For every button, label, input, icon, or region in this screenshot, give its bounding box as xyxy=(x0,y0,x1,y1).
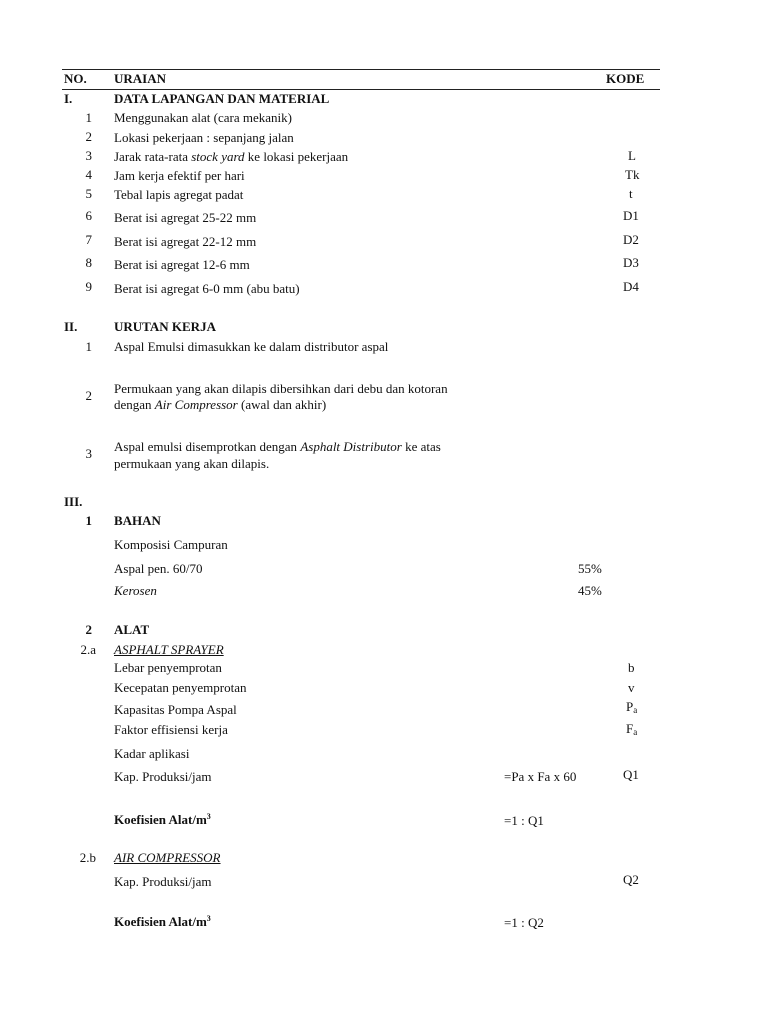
kapasitas-kode: $P_a$ xyxy=(626,699,638,715)
item-kode: D3 xyxy=(623,255,639,270)
bahan-title: BAHAN xyxy=(114,513,161,528)
item-kode: L xyxy=(628,148,636,163)
item-text: Berat isi agregat 22-12 mm xyxy=(114,234,257,249)
step-text: Permukaan yang akan dilapis dibersihkan dari debu dan kotoran xyxy=(114,381,448,396)
faktor-kode: $F_a$ xyxy=(626,721,638,737)
step-text: permukaan yang akan dilapis. xyxy=(114,456,270,471)
koefisien-alat-label: Koefisien Alat/$m^3$ xyxy=(114,914,211,929)
kap-produksi-label: Kap. Produksi/jam xyxy=(114,874,212,889)
item-text: Menggunakan alat (cara mekanik) xyxy=(114,110,292,125)
item-kode: D2 xyxy=(623,232,639,247)
section-2-title: URUTAN KERJA xyxy=(114,319,216,334)
item-kode: D1 xyxy=(623,208,639,223)
header-bottom-rule xyxy=(62,89,660,90)
section-1-number: I. xyxy=(64,91,73,106)
koefisien-alat-formula: =1 : Q1 xyxy=(504,813,544,828)
koefisien-alat-formula: =1 : Q2 xyxy=(504,915,544,930)
item-number: 1 xyxy=(85,110,92,125)
section-2-number: II. xyxy=(64,319,78,334)
item-number: 5 xyxy=(85,186,92,201)
kap-produksi-kode: Q2 xyxy=(623,872,639,887)
item-kode: Tk xyxy=(625,167,640,182)
header-uraian: URAIAN xyxy=(114,71,166,86)
aspal-value: 55% xyxy=(578,561,602,576)
item-text: Berat isi agregat 25-22 mm xyxy=(114,210,257,225)
kerosen-label: Kerosen xyxy=(114,583,157,598)
kap-produksi-kode: Q1 xyxy=(623,767,639,782)
koefisien-alat-label: Koefisien Alat/$m^3$ xyxy=(114,812,211,827)
item-text: Berat isi agregat 12-6 mm xyxy=(114,257,250,272)
kap-produksi-label: Kap. Produksi/jam xyxy=(114,769,212,784)
item-number: 3 xyxy=(85,148,92,163)
item-number: 4 xyxy=(85,167,92,182)
alat-b-number: 2.b xyxy=(79,850,96,865)
item-text: Lokasi pekerjaan : sepanjang jalan xyxy=(114,130,294,145)
step-number: 2 xyxy=(85,388,92,403)
item-text: Jarak rata-rata stock yard ke lokasi pekerjaan xyxy=(114,149,349,164)
item-kode: D4 xyxy=(623,279,639,294)
bahan-number: 1 xyxy=(85,513,92,528)
faktor-label: Faktor effisiensi kerja xyxy=(114,722,228,737)
lebar-kode: b xyxy=(628,660,635,675)
header-top-rule xyxy=(62,69,660,70)
kapasitas-label: Kapasitas Pompa Aspal xyxy=(114,702,237,717)
item-number: 6 xyxy=(85,208,92,223)
item-number: 7 xyxy=(85,232,92,247)
step-text: dengan Air Compressor (awal dan akhir) xyxy=(114,397,327,412)
kadar-label: Kadar aplikasi xyxy=(114,746,190,761)
item-text: Jam kerja efektif per hari xyxy=(114,168,245,183)
kerosen-value: 45% xyxy=(578,583,602,598)
item-text: Tebal lapis agregat padat xyxy=(114,187,244,202)
kecepatan-kode: v xyxy=(628,680,635,695)
kecepatan-label: Kecepatan penyemprotan xyxy=(114,680,247,695)
section-3-number: III. xyxy=(64,494,83,509)
step-text: Aspal Emulsi dimasukkan ke dalam distributor aspal xyxy=(114,339,389,354)
step-text: Aspal emulsi disemprotkan dengan Asphalt Distributor ke atas xyxy=(114,439,441,454)
header-kode: KODE xyxy=(606,71,645,86)
item-number: 9 xyxy=(85,279,92,294)
alat-title: ALAT xyxy=(114,622,150,637)
step-number: 3 xyxy=(85,446,92,461)
komposisi-label: Komposisi Campuran xyxy=(114,537,228,552)
item-text: Berat isi agregat 6-0 mm (abu batu) xyxy=(114,281,300,296)
alat-a-number: 2.a xyxy=(80,642,96,657)
air-compressor-title: AIR COMPRESSOR xyxy=(114,850,221,865)
item-number: 2 xyxy=(85,129,92,144)
item-number: 8 xyxy=(85,255,92,270)
alat-number: 2 xyxy=(85,622,92,637)
item-kode: t xyxy=(629,186,633,201)
header-no: NO. xyxy=(64,71,87,86)
aspal-label: Aspal pen. 60/70 xyxy=(114,561,203,576)
step-number: 1 xyxy=(85,339,92,354)
lebar-label: Lebar penyemprotan xyxy=(114,660,222,675)
kap-produksi-formula: =Pa x Fa x 60 xyxy=(504,769,577,784)
asphalt-sprayer-title: ASPHALT SPRAYER xyxy=(114,642,224,657)
section-1-title: DATA LAPANGAN DAN MATERIAL xyxy=(114,91,330,106)
